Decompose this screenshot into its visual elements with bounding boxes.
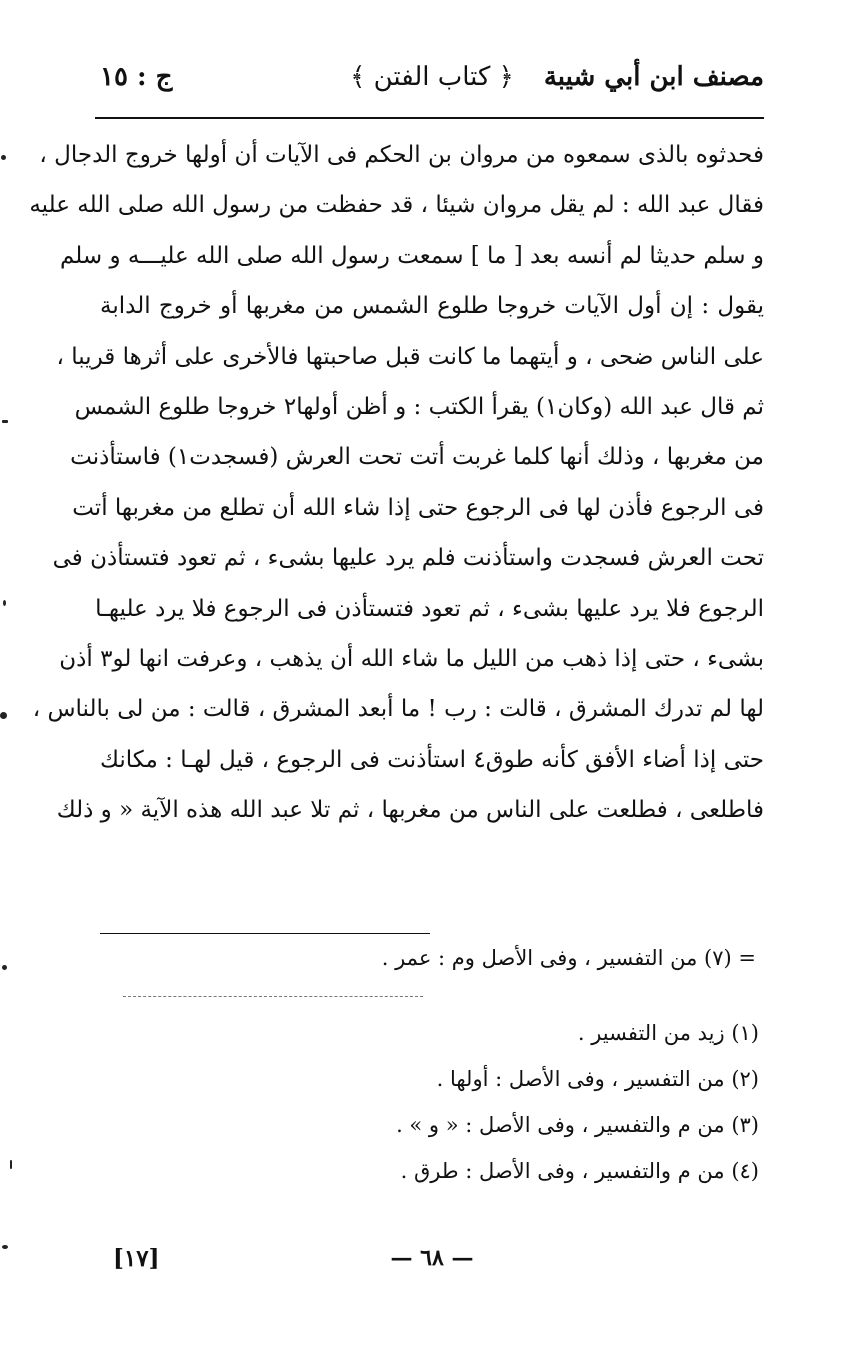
footnote-separator (123, 996, 423, 997)
volume-label: ج : ١٥ (100, 62, 173, 92)
footnote: (١) زيد من التفسير . (577, 1021, 759, 1045)
scan-speck (0, 712, 7, 719)
chapter-title: ﴿ كتاب الفتن ﴾ (350, 62, 514, 92)
body-line: فاطلعى ، فطلعت على الناس من مغربها ، ثم تلا عبد الله هذه الآية « و ذلك (56, 797, 764, 824)
body-line: بشىء ، حتى إذا ذهب من الليل ما شاء الله أن يذهب ، وعرفت انها لو٣ أذن (59, 645, 764, 672)
body-line: يقول : إن أول الآيات خروجا طلوع الشمس من مغربها أو خروج الدابة (100, 293, 764, 320)
footnote-rule (100, 933, 430, 934)
body-line: من مغربها ، وذلك أنها كلما غربت أتت تحت العرش (فسجدت١) فاستأذنت (70, 444, 764, 471)
footnote: (٣) من م والتفسير ، وفى الأصل : « و » . (396, 1113, 759, 1137)
body-line: فقال عبد الله : لم يقل مروان شيئا ، قد حفظت من رسول الله صلى الله عليه (29, 192, 764, 219)
scan-speck (2, 1245, 8, 1249)
scan-speck (3, 600, 6, 606)
scan-speck (10, 1160, 12, 1169)
body-line: و سلم حديثا لم أنسه بعد [ ما ] سمعت رسول الله صلى الله عليـــه و سلم (59, 242, 764, 269)
body-line: لها لم تدرك المشرق ، قالت : رب ! ما أبعد المشرق ، قالت : من لى بالناس ، (32, 696, 764, 723)
book-title: مصنف ابن أبي شيبة (543, 62, 764, 92)
body-line: فحدثوه بالذى سمعوه من مروان بن الحكم فى الآيات أن أولها خروج الدجال ، (39, 142, 764, 168)
body-line: تحت العرش فسجدت واستأذنت فلم يرد عليها بشىء ، ثم تعود فتستأذن فى (52, 545, 764, 572)
scan-speck (1, 155, 6, 160)
footnote: (٢) من التفسير ، وفى الأصل : أولها . (436, 1067, 759, 1091)
body-line: حتى إذا أضاء الأفق كأنه طوق٤ استأذنت فى الرجوع ، قيل لهـا : مكانك (100, 746, 764, 773)
scan-speck (2, 420, 8, 423)
body-line: الرجوع فلا يرد عليها بشىء ، ثم تعود فتستأذن فى الرجوع فلا يرد عليهـا (95, 595, 764, 622)
footnote-continuation: = (٧) من التفسير ، وفى الأصل وم : عمر . (381, 946, 756, 970)
body-line: فى الرجوع فأذن لها فى الرجوع حتى إذا شاء الله أن تطلع من مغربها أتت (72, 494, 764, 521)
body-line: على الناس ضحى ، و أيتهما ما كانت قبل صاحبتها فالأخرى على أثرها قريبا ، (56, 343, 764, 370)
body-line: ثم قال عبد الله (وكان١) يقرأ الكتب : و أظن أولها٢ خروجا طلوع الشمس (74, 393, 764, 420)
manuscript-reference: [١٧] (113, 1245, 160, 1272)
page-number: — ٦٨ — (390, 1245, 474, 1271)
header-rule (95, 117, 764, 119)
body-text (29, 130, 764, 835)
scan-speck (2, 965, 7, 970)
footnote: (٤) من م والتفسير ، وفى الأصل : طرق . (400, 1159, 759, 1183)
footnotes (396, 1010, 759, 1194)
